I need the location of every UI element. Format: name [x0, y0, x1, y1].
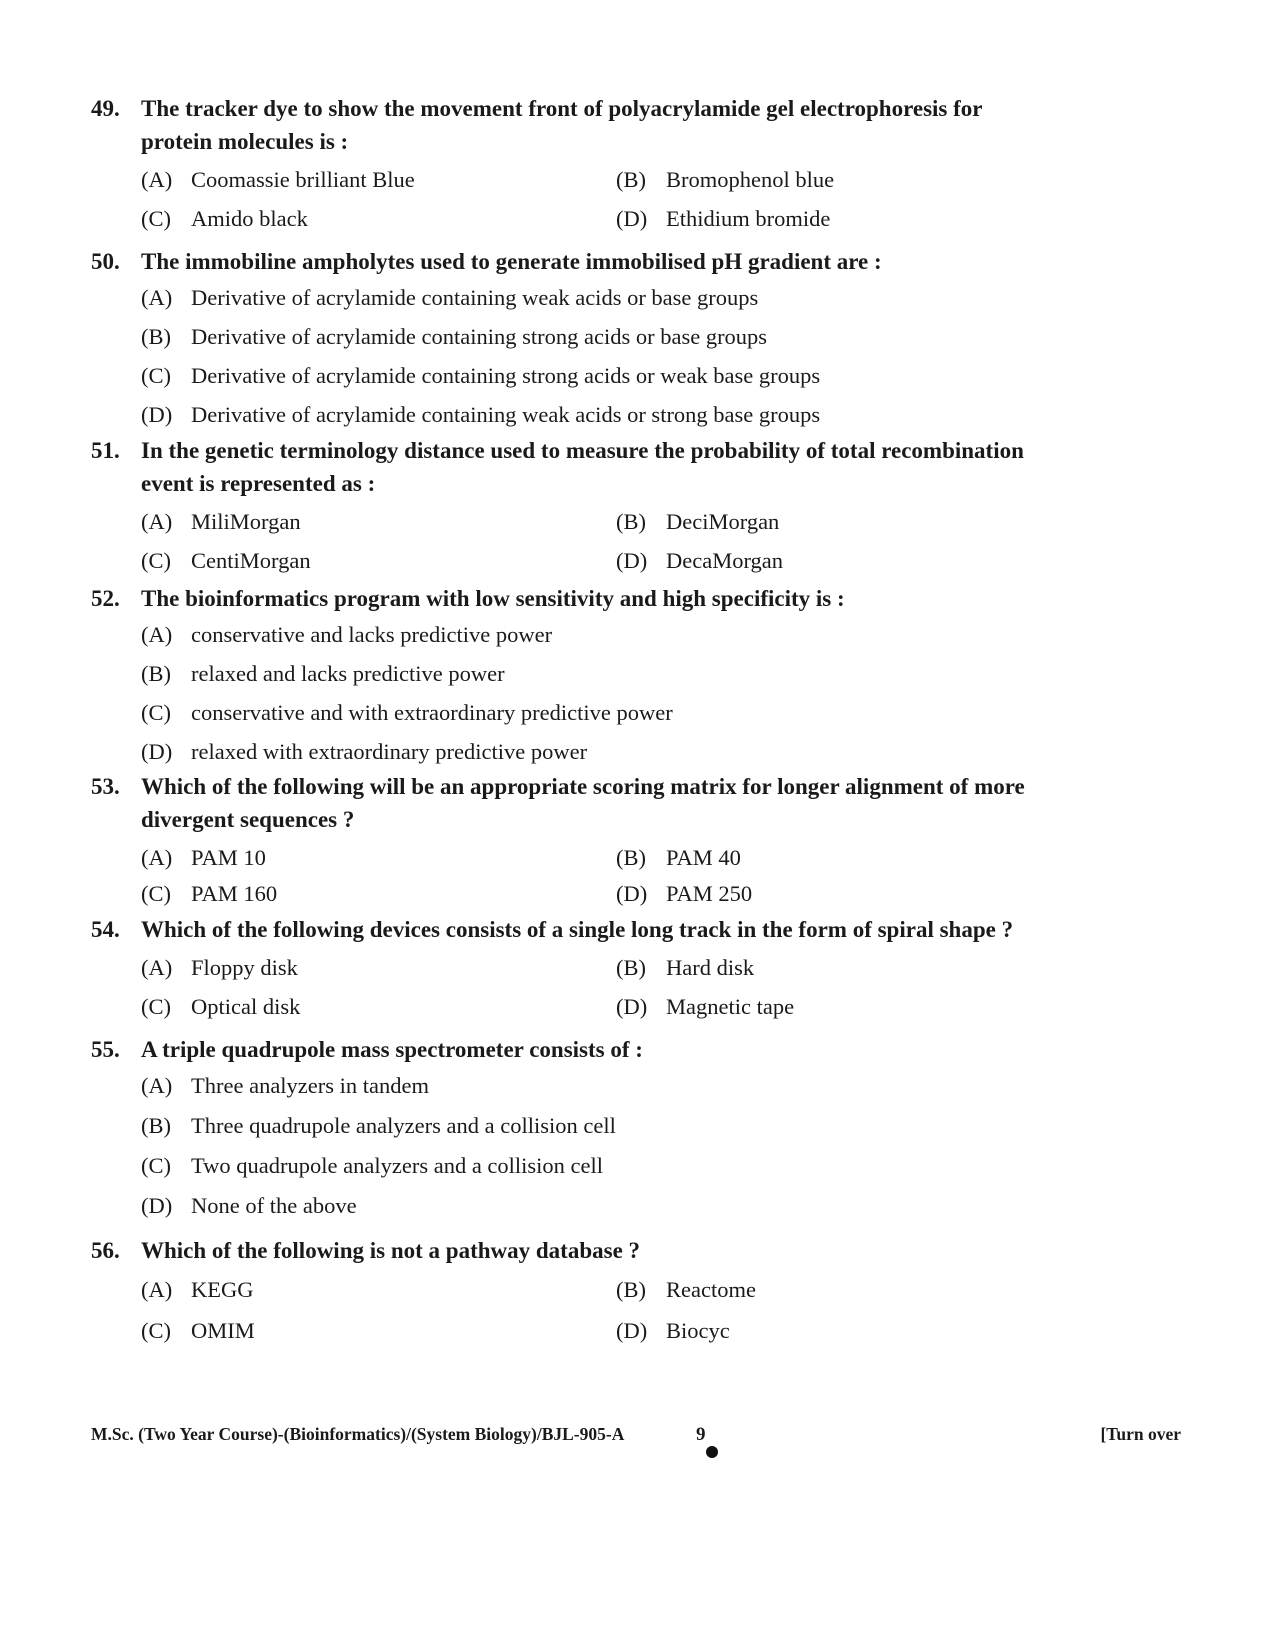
option-letter: (B): [141, 660, 171, 686]
option-text: Bromophenol blue: [666, 166, 835, 192]
option-letter: (D): [616, 1318, 648, 1343]
question-number: 52.: [91, 586, 120, 611]
option-letter: (D): [616, 994, 648, 1019]
option-letter: (C): [141, 547, 171, 573]
option-text: Two quadrupole analyzers and a collision cell: [191, 1153, 604, 1178]
option-letter: (D): [616, 205, 648, 231]
option-letter: (A): [141, 166, 173, 192]
option-text: PAM 10: [191, 844, 266, 870]
page-footer: [91, 1424, 1181, 1454]
question-50: [91, 245, 1151, 434]
option-letter: (D): [141, 738, 173, 764]
option-text: PAM 250: [666, 881, 753, 906]
question-text: Which of the following will be an appropriate scoring matrix for longer alignment of more divergent sequences ?: [141, 774, 1025, 832]
option-text: Hard disk: [666, 954, 755, 980]
question-number: 54.: [91, 917, 120, 942]
option-text: PAM 40: [666, 844, 741, 870]
question-number: 51.: [91, 438, 120, 463]
option-text: OMIM: [191, 1318, 255, 1343]
option-letter: (C): [141, 881, 171, 906]
option-text: Floppy disk: [191, 954, 298, 980]
question-text: In the genetic terminology distance used to measure the probability of total recombination event is represented as :: [141, 438, 1024, 496]
option-letter: (A): [141, 954, 173, 980]
option-text: relaxed with extraordinary predictive power: [191, 738, 588, 764]
option-text: conservative and lacks predictive power: [191, 621, 553, 647]
question-56: [91, 1234, 1151, 1351]
option-text: DeciMorgan: [666, 508, 780, 534]
option-text: Derivative of acrylamide containing strong acids or weak base groups: [191, 362, 821, 388]
option-text: KEGG: [191, 1277, 254, 1302]
option-text: Three analyzers in tandem: [191, 1073, 430, 1098]
option-letter: (D): [141, 1193, 173, 1218]
option-letter: (B): [616, 508, 646, 534]
option-letter: (A): [141, 621, 173, 647]
question-text: Which of the following is not a pathway database ?: [141, 1238, 641, 1263]
option-letter: (B): [616, 844, 646, 870]
question-52: [91, 582, 1151, 771]
option-letter: (C): [141, 699, 171, 725]
option-letter: (A): [141, 284, 173, 310]
question-number: 55.: [91, 1037, 120, 1062]
question-number: 53.: [91, 774, 120, 799]
option-letter: (C): [141, 1153, 171, 1178]
question-51: [91, 434, 1151, 580]
option-text: None of the above: [191, 1193, 357, 1218]
option-text: Biocyc: [666, 1318, 730, 1343]
question-number: 50.: [91, 249, 120, 274]
option-letter: (B): [141, 1113, 171, 1138]
option-letter: (B): [616, 166, 646, 192]
option-text: Derivative of acrylamide containing weak acids or base groups: [191, 284, 759, 310]
option-letter: (D): [616, 881, 648, 906]
turn-over-note: [Turn over: [1100, 1424, 1181, 1444]
question-text: The tracker dye to show the movement front of polyacrylamide gel electrophoresis for protein molecules is :: [141, 96, 983, 154]
course-code: M.Sc. (Two Year Course)-(Bioinformatics)/(System Biology)/BJL-905-A: [91, 1424, 625, 1444]
option-text: Optical disk: [191, 994, 301, 1019]
option-letter: (A): [141, 1073, 173, 1098]
page-number: 9: [696, 1424, 706, 1445]
option-letter: (A): [141, 1277, 173, 1302]
print-dot: [706, 1446, 718, 1458]
option-text: Magnetic tape: [666, 994, 795, 1019]
question-text: The bioinformatics program with low sensitivity and high specificity is :: [141, 586, 845, 611]
option-letter: (B): [616, 954, 646, 980]
option-letter: (C): [141, 205, 171, 231]
option-letter: (A): [141, 508, 173, 534]
option-letter: (A): [141, 844, 173, 870]
option-letter: (C): [141, 362, 171, 388]
option-letter: (B): [616, 1277, 646, 1302]
option-text: Derivative of acrylamide containing weak acids or strong base groups: [191, 401, 821, 427]
option-text: CentiMorgan: [191, 547, 311, 573]
question-53: [91, 770, 1151, 911]
option-text: conservative and with extraordinary predictive power: [191, 699, 673, 725]
question-number: 49.: [91, 96, 120, 121]
option-text: Coomassie brilliant Blue: [191, 166, 415, 192]
question-55: [91, 1033, 1151, 1226]
question-number: 56.: [91, 1238, 120, 1263]
question-text: The immobiline ampholytes used to generate immobilised pH gradient are :: [141, 249, 882, 274]
question-text: A triple quadrupole mass spectrometer consists of :: [141, 1037, 643, 1062]
option-text: relaxed and lacks predictive power: [191, 660, 505, 686]
question-49: [91, 92, 1151, 238]
option-letter: (D): [616, 547, 648, 573]
option-text: PAM 160: [191, 881, 278, 906]
option-text: Reactome: [666, 1277, 756, 1302]
option-text: Three quadrupole analyzers and a collision cell: [191, 1113, 616, 1138]
option-text: Ethidium bromide: [666, 205, 831, 231]
option-text: DecaMorgan: [666, 547, 784, 573]
option-text: Amido black: [191, 205, 308, 231]
option-text: Derivative of acrylamide containing strong acids or base groups: [191, 323, 768, 349]
option-text: MiliMorgan: [191, 508, 301, 534]
question-54: [91, 913, 1151, 1027]
option-letter: (D): [141, 401, 173, 427]
option-letter: (C): [141, 994, 171, 1019]
option-letter: (B): [141, 323, 171, 349]
question-text: Which of the following devices consists of a single long track in the form of spiral shape ?: [141, 917, 1014, 942]
option-letter: (C): [141, 1318, 171, 1343]
